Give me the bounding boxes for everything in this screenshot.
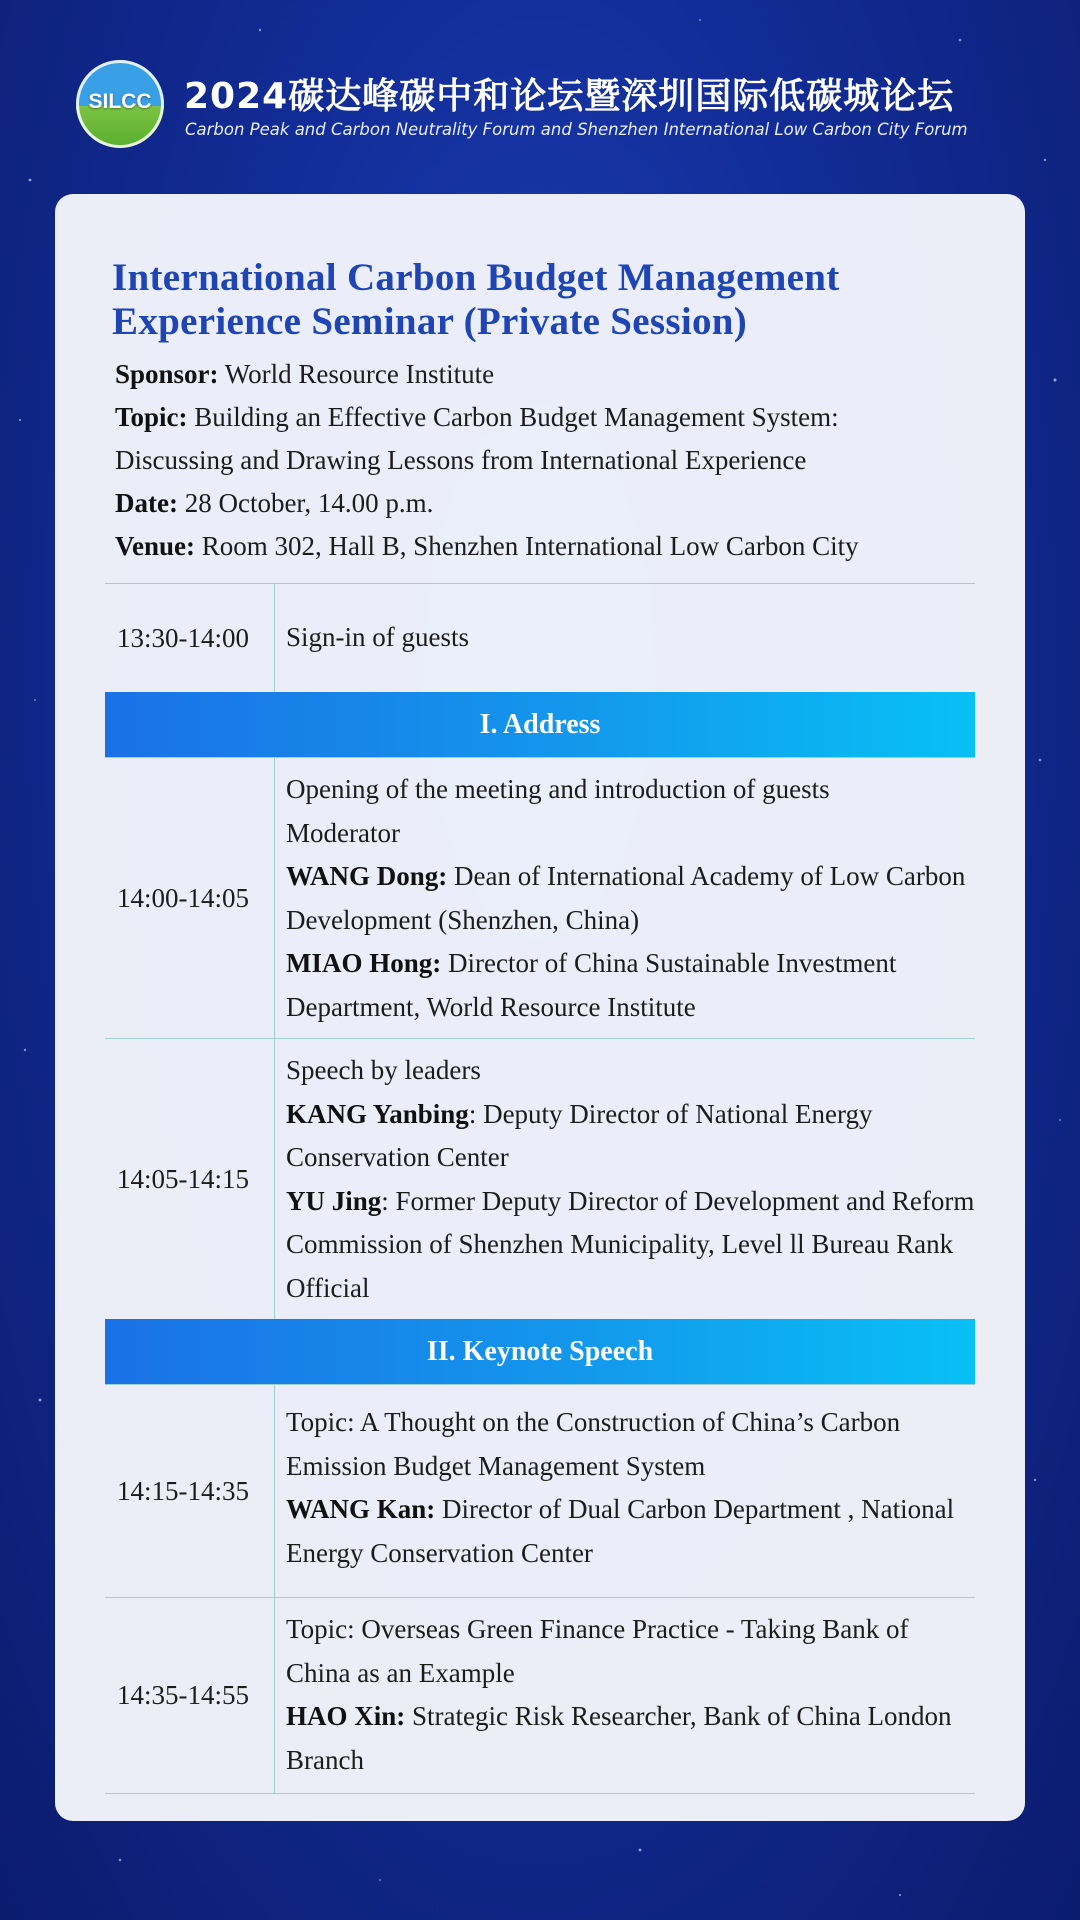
seminar-title-line2: Experience Seminar (Private Session) xyxy=(112,300,748,343)
speaker-hao-xin xyxy=(286,1695,975,1782)
speaker-wang-kan xyxy=(286,1488,975,1575)
speaker-desc: Dean of International Academy of Low Carbon Development (Shenzhen, China) xyxy=(286,861,966,935)
agenda-time: 14:15-14:35 xyxy=(105,1385,275,1597)
agenda-content xyxy=(275,1039,975,1319)
signin-text: Sign-in of guests xyxy=(286,622,470,653)
speaker-desc: Strategic Risk Researcher, Bank of China London Branch xyxy=(286,1701,952,1775)
venue-line xyxy=(115,525,995,568)
seminar-title xyxy=(112,256,972,344)
speaker-name: YU Jing xyxy=(286,1185,382,1216)
speaker-wang-dong xyxy=(286,855,975,942)
agenda-row-keynote2 xyxy=(105,1597,975,1793)
agenda-row-keynote1 xyxy=(105,1384,975,1597)
opening-line2: Moderator xyxy=(286,817,400,848)
venue-label: Venue: xyxy=(115,531,196,561)
topic-line xyxy=(115,396,995,439)
agenda-content xyxy=(275,584,975,692)
logo-text: SILCC xyxy=(88,90,152,113)
topic-value-line2: Discussing and Drawing Lessons from International Experience xyxy=(115,445,807,475)
agenda-time: 14:00-14:05 xyxy=(105,758,275,1038)
forum-subtitle: Carbon Peak and Carbon Neutrality Forum and Shenzhen International Low Carbon City Forum xyxy=(185,120,968,139)
sponsor-value: World Resource Institute xyxy=(224,359,495,389)
sponsor-label: Sponsor: xyxy=(115,359,219,389)
agenda-row-opening xyxy=(105,757,975,1038)
sponsor-line xyxy=(115,353,995,396)
agenda-row-speech xyxy=(105,1038,975,1319)
agenda-time: 14:35-14:55 xyxy=(105,1598,275,1793)
date-value: 28 October, 14.00 p.m. xyxy=(184,488,434,518)
topic-value-line1: Building an Effective Carbon Budget Management System: xyxy=(194,402,839,432)
venue-value: Room 302, Hall B, Shenzhen International Low Carbon City xyxy=(201,531,859,561)
agenda-content xyxy=(275,758,975,1038)
opening-line1: Opening of the meeting and introduction of guests xyxy=(286,774,830,804)
section-header-keynote: II. Keynote Speech xyxy=(105,1319,975,1384)
speaker-name: WANG Dong: xyxy=(286,861,448,891)
table-bottom-border xyxy=(105,1793,975,1794)
keynote-topic: Topic: Overseas Green Finance Practice - Taking Bank of China as an Example xyxy=(286,1614,909,1688)
speaker-name: HAO Xin: xyxy=(286,1701,406,1731)
agenda-table xyxy=(105,583,975,1794)
speaker-miao-hong xyxy=(286,942,975,1029)
seminar-title-line1: International Carbon Budget Management xyxy=(112,256,840,299)
date-label: Date: xyxy=(115,488,178,518)
speaker-desc: Director of China Sustainable Investment Department, World Resource Institute xyxy=(286,948,897,1022)
section-header-address: I. Address xyxy=(105,692,975,757)
speaker-desc: Director of Dual Carbon Department , National Energy Conservation Center xyxy=(286,1494,955,1568)
speaker-desc: : Former Deputy Director of Development and Reform Commission of Shenzhen Municipality, Level ll Bureau Rank Official xyxy=(286,1185,975,1303)
agenda-row-signin xyxy=(105,583,975,692)
agenda-time: 13:30-14:00 xyxy=(105,584,275,692)
speaker-kang-yanbing xyxy=(286,1093,975,1180)
forum-title: 2024碳达峰碳中和论坛暨深圳国际低碳城论坛 xyxy=(184,76,955,117)
speaker-yu-jing xyxy=(286,1180,975,1311)
silcc-logo xyxy=(76,60,164,148)
agenda-card xyxy=(55,194,1025,1821)
speaker-name: MIAO Hong: xyxy=(286,948,442,978)
speaker-name: WANG Kan: xyxy=(286,1494,436,1524)
agenda-time: 14:05-14:15 xyxy=(105,1039,275,1319)
speaker-name: KANG Yanbing xyxy=(286,1098,469,1129)
speech-line1: Speech by leaders xyxy=(286,1055,481,1085)
topic-label: Topic: xyxy=(115,402,188,432)
keynote-topic: Topic: A Thought on the Construction of China’s Carbon Emission Budget Management System xyxy=(286,1407,901,1481)
speaker-desc: : Deputy Director of National Energy Conservation Center xyxy=(286,1098,873,1172)
topic-line-2 xyxy=(115,439,995,482)
agenda-content xyxy=(275,1385,975,1597)
date-line xyxy=(115,482,995,525)
agenda-content xyxy=(275,1598,975,1793)
